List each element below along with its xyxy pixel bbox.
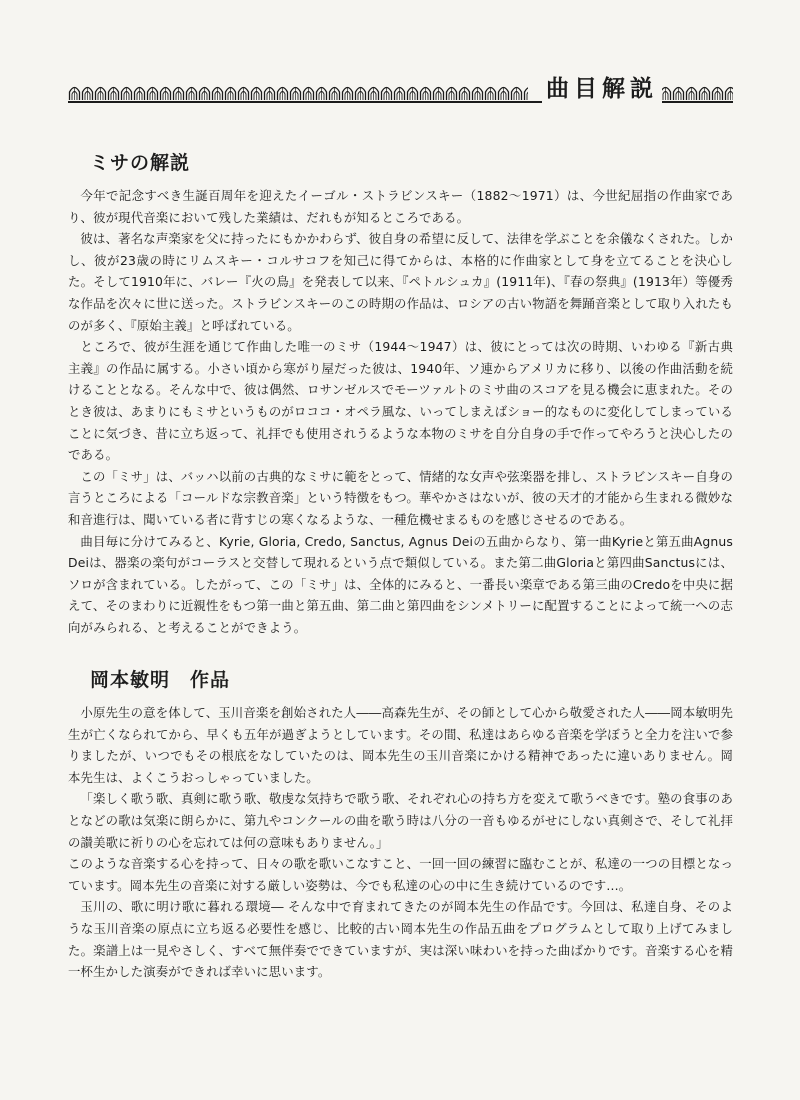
paragraph: ところで、彼が生涯を通じて作曲した唯一のミサ（1944～1947）は、彼にとっては次の時期、いわゆる『新古典主義』の作品に属する。小さい頃から寒がり屋だった彼は、1940年、ソ連からアメリカに移り、以後の作曲活動を続けることとなる。そんな中で、彼は偶然、ロサンゼルスでモーツァルトのミサ曲のスコアを見る機会に恵まれた。そのとき彼は、あまりにもミサというものがロココ・オペラ風な、いってしまえばショー的なものに変化してしまっていることに気づき、昔に立ち返って、礼拝でも使用されうるような本物のミサを自分自身の手で作ってやろうと決心したのである。 (68, 339, 733, 463)
header-band (68, 76, 733, 104)
ornament-arch-pattern (659, 80, 733, 102)
quote-paragraph: 「楽しく歌う歌、真剣に歌う歌、敬虔な気持ちで歌う歌、それぞれ心の持ち方を変えて歌うべきです。塾の食事のあとなどの歌は気楽に朗らかに、第九やコンクールの曲を歌う時は八分の一音もゆるがせにしない真剣さで、そして礼拝の讃美歌に祈りの心を忘れては何の意味もありません。」 (68, 791, 733, 850)
paragraph: 玉川の、歌に明け歌に暮れる環境― そんな中で育まれてきたのが岡本先生の作品です。今回は、私達自身、そのような玉川音楽の原点に立ち返る必要性を感じ、比較的古い岡本先生の作品五曲をプログラムとして取り上げてみました。楽譜上は一見やさしく、すべて無伴奏でできていますが、実は深い味わいを持った曲ばかりです。音楽する心を精一杯生かした演奏ができれば幸いに思います。 (68, 899, 733, 980)
section-title-okamoto: 岡本敏明 作品 (90, 669, 231, 691)
ornament-border-right (659, 78, 733, 102)
section-body-okamoto (68, 702, 733, 983)
section-title-mass: ミサの解説 (90, 152, 191, 174)
ornament-arch-pattern (68, 80, 528, 102)
paragraph: 彼は、著名な声楽家を父に持ったにもかかわらず、彼自身の希望に反して、法律を学ぶことを余儀なくされた。しかし、彼が23歳の時にリムスキー・コルサコフを知己に得てからは、本格的に作曲家として身を立てることを決心した。そして1910年に、バレー『火の鳥』を発表して以来、『ペトルシュカ』(1911年)、『春の祭典』(1913年）等優秀な作品を次々に世に送った。ストラビンスキーのこの時期の作品は、ロシアの古い物語を舞踊音楽として取り入れたものが多く、『原始主義』と呼ばれている。 (68, 231, 733, 333)
paragraph: 小原先生の意を体して、玉川音楽を創始された人――高森先生が、その師として心から敬愛された人――岡本敏明先生が亡くなられてから、早くも五年が過ぎようとしています。その間、私達はあらゆる音楽を学ぼうと全力を注いで参りましたが、いつでもその根底をなしていたのは、岡本先生の玉川音楽にかける精神であったに違いありません。岡本先生は、よくこうおっしゃっていました。 (68, 705, 733, 785)
paragraph: この「ミサ」は、バッハ以前の古典的なミサに範をとって、情緒的な女声や弦楽器を排し、ストラビンスキー自身の言うところによる「コールドな宗教音楽」という特徴をもつ。華やかさはないが、彼の天才的才能から生まれる微妙な和音進行は、聞いている者に背すじの寒くなるような、一種危機せまるものを感じさせるのである。 (68, 468, 733, 527)
paragraph: 今年で記念すべき生誕百周年を迎えたイーゴル・ストラビンスキー（1882～1971）は、今世紀屈指の作曲家であり、彼が現代音楽において残した業績は、だれもが知るところである。 (68, 188, 733, 225)
page-title: 曲目解説 (542, 74, 662, 104)
paragraph: このような音楽する心を持って、日々の歌を歌いこなすこと、一回一回の練習に臨むことが、私達の一つの目標となっています。岡本先生の音楽に対する厳しい姿勢は、今でも私達の心の中に生き続けているのです…。 (68, 856, 733, 893)
paragraph: 曲目毎に分けてみると、Kyrie, Gloria, Credo, Sanctus, Agnus Deiの五曲からなり、第一曲Kyrieと第五曲Agnus Deiは、器楽の楽句がコーラスと交替して現れるという点で類似している。また第二曲Gloriaと第四曲Sanctusには、ソロが含まれている。したがって、この「ミサ」は、全体的にみると、一番長い楽章である第三曲のCredoを中央に据えて、そのまわりに近親性をもつ第一曲と第五曲、第二曲と第四曲をシンメトリーに配置することによって統一への志向がみられる、と考えることができよう。 (68, 533, 733, 635)
section-body-mass (68, 185, 733, 638)
ornament-border-left (68, 78, 528, 102)
